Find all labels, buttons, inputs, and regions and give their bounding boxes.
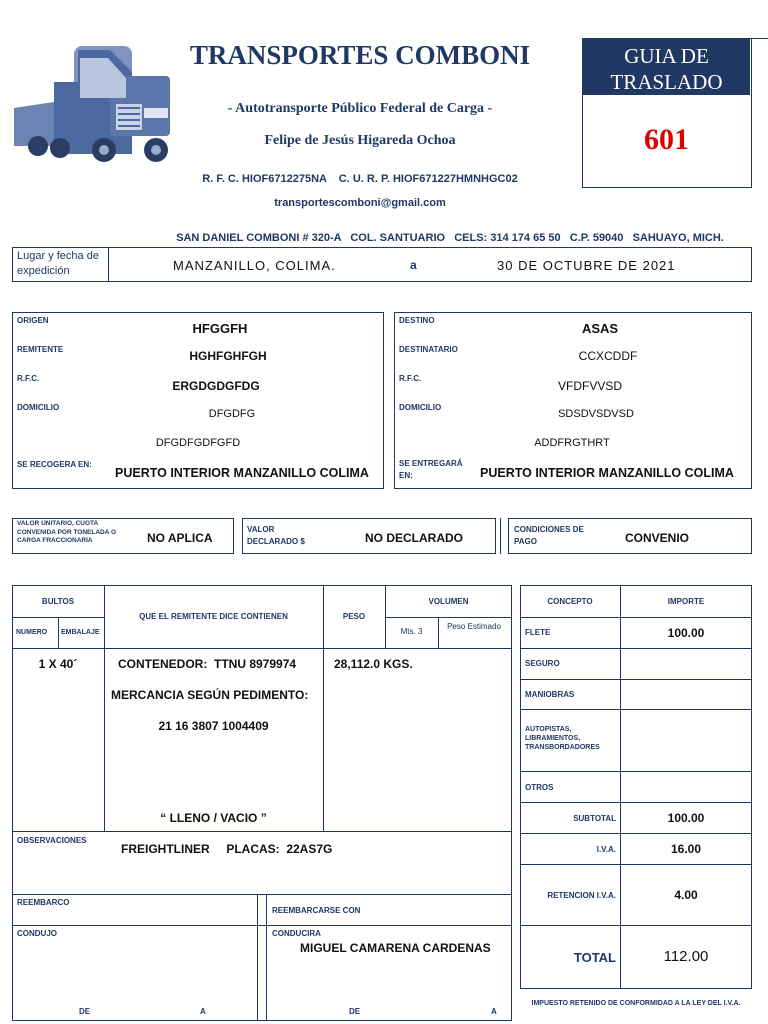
carga-line: [104, 585, 105, 832]
importes-line: [520, 617, 752, 618]
reembarcarse-label: REEMBARCARSE CON: [272, 906, 361, 915]
origen-label: ORIGEN: [17, 316, 49, 325]
carga-line: [12, 894, 512, 895]
retencion-label: RETENCION I.V.A.: [547, 891, 616, 900]
total-label: TOTAL: [573, 950, 616, 965]
subtotal-label: SUBTOTAL: [573, 814, 616, 823]
entregara-label: SE ENTREGARÁ EN:: [399, 459, 463, 480]
importe-header: IMPORTE: [667, 597, 705, 606]
peso-value: 28,112.0 KGS.: [334, 657, 413, 671]
bultos-header: BULTOS: [41, 597, 75, 606]
importes-box: [520, 585, 752, 989]
importes-line: [520, 925, 752, 926]
peso-header: PESO: [342, 612, 366, 621]
mercancia-value: MERCANCIA SEGÚN PEDIMENTO:: [111, 688, 309, 702]
carga-line: [257, 894, 258, 1021]
total-value: 112.00: [663, 948, 709, 965]
expedicion-place: MANZANILLO, COLIMA.: [173, 258, 336, 273]
rfc-curp: R. F. C. HIOF6712275NA C. U. R. P. HIOF671227HMNHGC02: [202, 173, 518, 185]
carga-line: [12, 648, 512, 649]
importes-line: [620, 585, 621, 989]
numero-header: NUMERO: [16, 629, 48, 636]
email: transportescomboni@gmail.com: [274, 197, 446, 209]
importes-line: [520, 709, 752, 710]
otros-label: OTROS: [525, 783, 554, 792]
bultos-value: 1 X 40´: [38, 657, 78, 671]
contiene-header: QUE EL REMITENTE DICE CONTIENEN: [139, 612, 288, 621]
importes-line: [520, 679, 752, 680]
concepto-header: CONCEPTO: [547, 597, 593, 606]
peso-estimado-header: Peso Estimado: [447, 622, 501, 631]
recogera-value: PUERTO INTERIOR MANZANILLO COLIMA: [115, 466, 369, 480]
expedicion-divider: [108, 247, 109, 282]
recogera-label: SE RECOGERA EN:: [17, 460, 92, 469]
valor-declarado-value: NO DECLARADO: [365, 531, 463, 545]
valor-unitario-value: NO APLICA: [147, 531, 213, 545]
condujo-de: DE: [79, 1007, 91, 1016]
reembarco-label: REEMBARCO: [17, 898, 70, 907]
maniobras-label: MANIOBRAS: [525, 690, 575, 699]
flete-value: 100.00: [667, 626, 705, 640]
company-subtitle: - Autotransporte Público Federal de Carga -: [227, 101, 493, 116]
guia-title-line2: TRASLADO: [610, 70, 723, 94]
conducira-a: A: [491, 1007, 497, 1016]
destino-domicilio-label: DOMICILIO: [399, 403, 442, 412]
condiciones-outer-line: [500, 518, 501, 554]
mts-header: Mts. 3: [400, 627, 423, 636]
observaciones-label: OBSERVACIONES: [17, 836, 87, 845]
destino-domicilio2: ADDFRGTHRT: [534, 437, 610, 449]
remitente-value: HGHFGHFGH: [189, 349, 267, 363]
company-name: TRANSPORTES COMBONI: [189, 40, 531, 70]
origen-domicilio1: DFGDFG: [208, 408, 256, 420]
carga-line: [385, 617, 512, 618]
carga-line: [323, 585, 324, 832]
footnote: IMPUESTO RETENIDO DE CONFORMIDAD A LA LEY DEL I.V.A.: [531, 1000, 741, 1007]
autopistas-label: AUTOPISTAS, LIBRAMIENTOS, TRANSBORDADORES: [525, 726, 600, 751]
iva-value: 16.00: [670, 842, 702, 856]
carga-line: [58, 617, 59, 648]
iva-label: I.V.A.: [596, 845, 616, 854]
flete-label: FLETE: [525, 628, 551, 637]
importes-line: [520, 648, 752, 649]
remitente-label: REMITENTE: [17, 345, 64, 354]
importes-line: [520, 802, 752, 803]
guia-box: [582, 38, 752, 188]
condujo-label: CONDUJO: [17, 929, 58, 938]
subtotal-value: 100.00: [667, 811, 705, 825]
condiciones-label: CONDICIONES DE PAGO: [514, 525, 584, 546]
valor-declarado-label: VALOR DECLARADO $: [247, 525, 305, 546]
retencion-value: 4.00: [674, 888, 698, 902]
contenedor-value: CONTENEDOR: TTNU 8979974: [118, 657, 297, 671]
truck-icon: [14, 42, 176, 166]
entregara-value: PUERTO INTERIOR MANZANILLO COLIMA: [480, 466, 734, 480]
carga-line: [12, 617, 104, 618]
carga-box: [12, 585, 512, 1021]
owner-name: Felipe de Jesús Higareda Ochoa: [264, 133, 456, 148]
destino-value: ASAS: [581, 321, 619, 336]
carga-line: [12, 925, 512, 926]
expedicion-connector: a: [410, 258, 417, 272]
conducira-label: CONDUCIRA: [272, 929, 321, 938]
conducira-de: DE: [349, 1007, 361, 1016]
observaciones-value: FREIGHTLINER PLACAS: 22AS7G: [121, 842, 333, 856]
pedimento-value: 21 16 3807 1004409: [158, 719, 269, 733]
valor-unitario-label: VALOR UNITARIO, CUOTA CONVENIDA POR TONELADA O CARGA FRACCIONARIA: [17, 520, 117, 544]
address: SAN DANIEL COMBONI # 320-A COL. SANTUARIO CELS: 314 174 65 50 C.P. 59040 SAHUAYO, MICH.: [176, 232, 724, 244]
guia-title: [583, 39, 750, 95]
conducira-value: MIGUEL CAMARENA CARDENAS: [300, 941, 491, 955]
origen-rfc-value: ERGDGDGFDG: [172, 379, 260, 393]
carga-line: [12, 831, 512, 832]
carga-line: [438, 617, 439, 648]
destino-rfc-label: R.F.C.: [399, 374, 422, 383]
condujo-a: A: [200, 1007, 206, 1016]
lleno-vacio: “ LLENO / VACIO ”: [160, 811, 267, 825]
origen-rfc-label: R.F.C.: [17, 374, 40, 383]
condiciones-value: CONVENIO: [625, 531, 690, 545]
guia-number: 601: [644, 123, 689, 156]
destino-rfc-value: VFDFVVSD: [557, 379, 622, 393]
destinatario-label: DESTINATARIO: [399, 345, 458, 354]
destino-domicilio1: SDSDVSDVSD: [558, 408, 634, 420]
importes-line: [520, 864, 752, 865]
guia-title-line1: GUIA DE: [624, 44, 709, 68]
destinatario-value: CCXCDDF: [578, 349, 638, 363]
origen-value: HFGGFH: [192, 321, 248, 336]
importes-line: [520, 833, 752, 834]
embalaje-header: EMBALAJE: [61, 629, 100, 636]
carga-line: [266, 894, 267, 1021]
origen-domicilio2: DFGDFGDFGFD: [155, 437, 241, 449]
importes-line: [520, 771, 752, 772]
seguro-label: SEGURO: [525, 659, 560, 668]
header-rule: [752, 38, 768, 39]
origen-domicilio-label: DOMICILIO: [17, 403, 60, 412]
destino-label: DESTINO: [399, 316, 435, 325]
expedicion-date: 30 DE OCTUBRE DE 2021: [497, 258, 676, 273]
volumen-header: VOLUMEN: [428, 597, 469, 606]
expedicion-label: Lugar y fecha de expedición: [17, 250, 99, 277]
